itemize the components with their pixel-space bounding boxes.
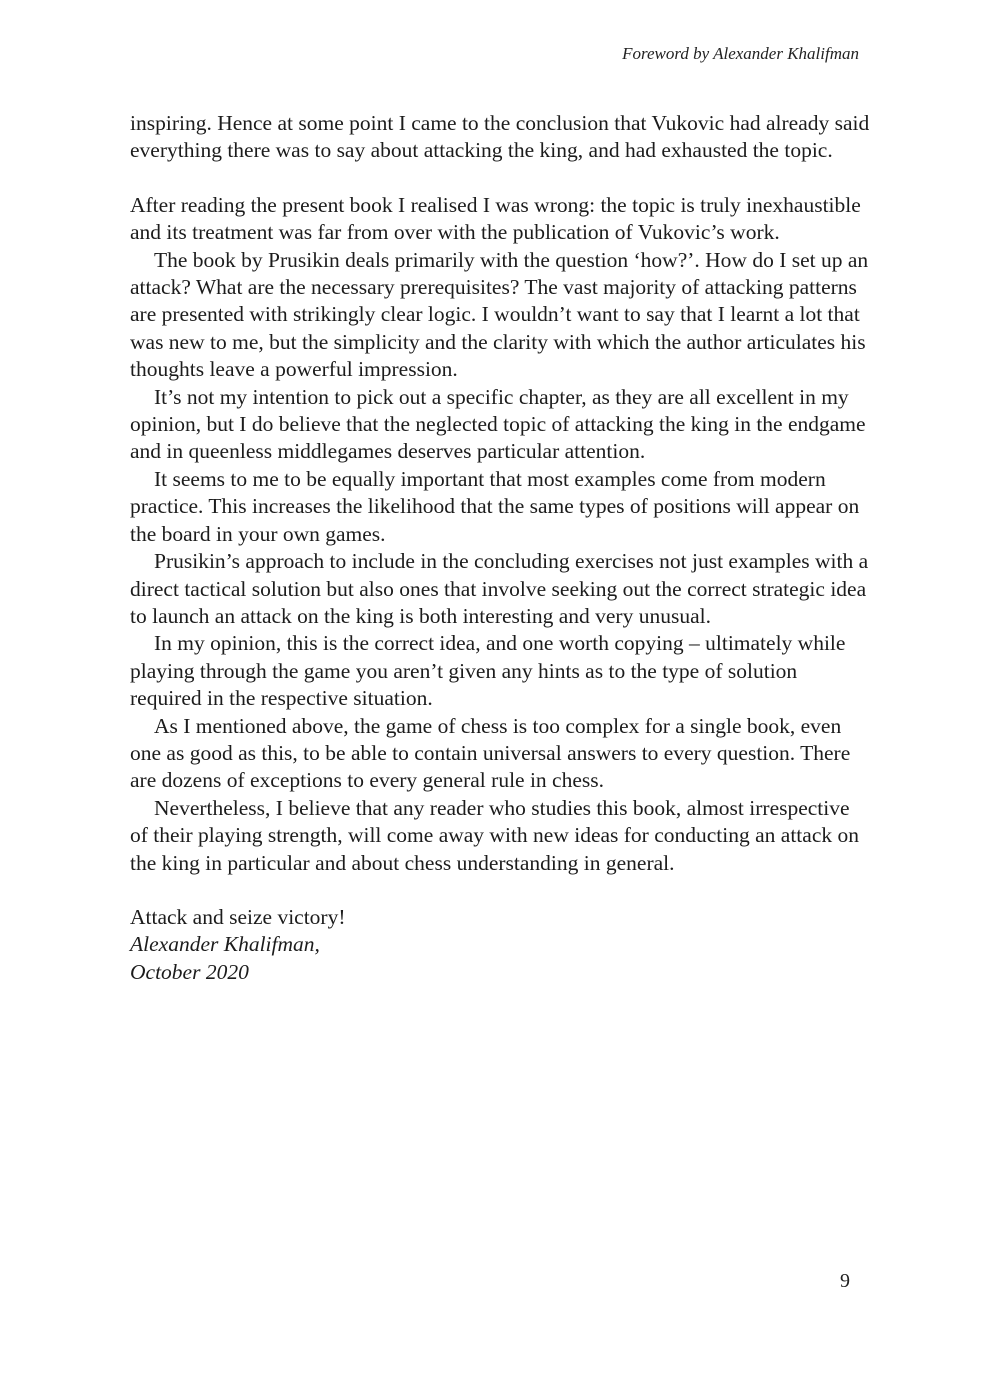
paragraph: It seems to me to be equally important that most examples come from modern practice. This increases the likelihood that the same types of positions will appear on the board in your own games. <box>130 466 860 546</box>
body-text <box>130 110 870 986</box>
paragraph: Nevertheless, I believe that any reader who studies this book, almost irrespective of their playing strength, will come away with new ideas for conducting an attack on the king in particular and about chess understanding in general. <box>130 795 859 875</box>
paragraph: As I mentioned above, the game of chess is too complex for a single book, even one as good as this, to be able to contain universal answers to every question. There are dozens of exceptions to every general rule in chess. <box>130 713 851 793</box>
paragraph: inspiring. Hence at some point I came to the conclusion that Vukovic had already said everything there was to say about attacking the king, and had exhausted the topic. <box>130 111 870 163</box>
running-header: Foreword by Alexander Khalifman <box>622 44 859 63</box>
closing-line: Attack and seize victory! <box>130 904 346 929</box>
signature <box>130 931 870 986</box>
paragraph: The book by Prusikin deals primarily with the question ‘how?’. How do I set up an attack? What are the necessary prerequisites? The vast majority of attacking patterns are presented with strikingly clear logic. I wouldn’t want to say that I learnt a lot that was new to me, but the simplicity and the clarity with which the author articulates his thoughts leave a powerful impression. <box>130 247 869 382</box>
page-number: 9 <box>840 1270 850 1292</box>
paragraph: Prusikin’s approach to include in the concluding exercises not just examples with a direct tactical solution but also ones that involve seeking out the correct strategic idea to launch an attack on the king is both interesting and very unusual. <box>130 549 869 628</box>
signature-date: October 2020 <box>130 959 249 984</box>
paragraph: It’s not my intention to pick out a specific chapter, as they are all excellent in my opinion, but I do believe that the neglected topic of attacking the king in the endgame and in queenless middlegames deserves particular attention. <box>130 384 866 464</box>
paragraph: In my opinion, this is the correct idea, and one worth copying – ultimately while playing through the game you aren’t given any hints as to the type of solution required in the respective situation. <box>130 631 846 711</box>
paragraph: After reading the present book I realised I was wrong: the topic is truly inexhaustible and its treatment was far from over with the publication of Vukovic’s work. <box>130 192 861 245</box>
signature-name: Alexander Khalifman, <box>130 932 320 957</box>
